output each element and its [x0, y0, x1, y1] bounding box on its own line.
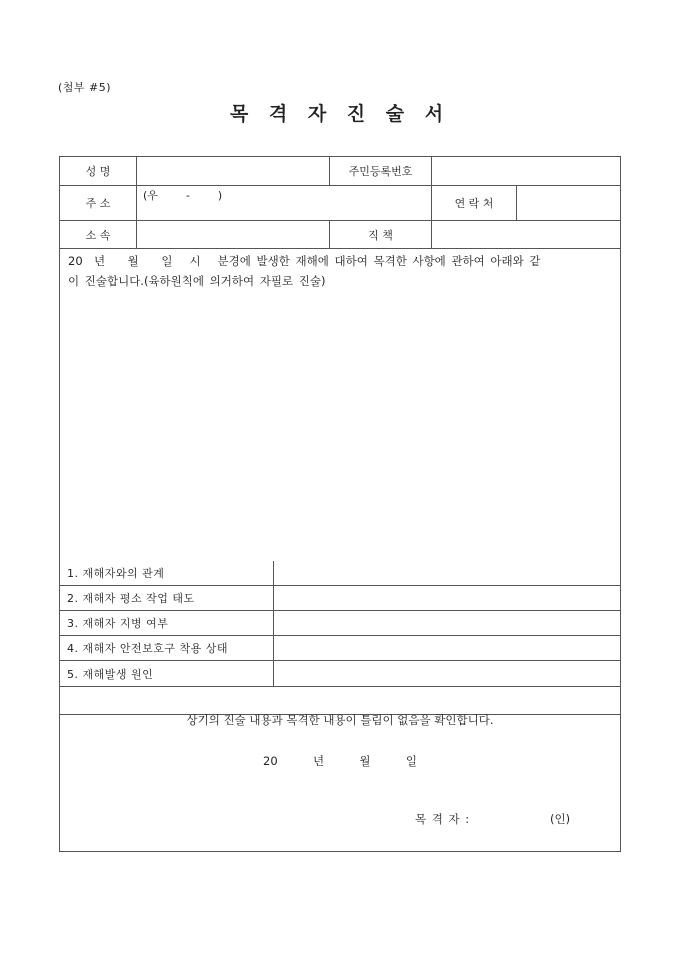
resident-id-label: 주민등록번호 [330, 157, 432, 185]
question-row [60, 636, 620, 661]
question-label: 5. 재해발생 원인 [60, 661, 274, 686]
row-name [60, 157, 620, 186]
witness-label: 목 격 자 : [415, 812, 471, 826]
confirmation-text: 상기의 진술 내용과 목격한 내용이 틀림이 없음을 확인합니다. [186, 713, 494, 727]
address-label: 주 소 [60, 186, 137, 220]
name-field[interactable] [137, 157, 330, 185]
question-row [60, 611, 620, 636]
seal-mark: (인) [550, 812, 571, 826]
question-answer-field[interactable] [274, 561, 620, 585]
question-label: 2. 재해자 평소 작업 태도 [60, 586, 274, 610]
statement-line-2: 이 진술합니다.(육하원칙에 의거하여 자필로 진술) [68, 274, 326, 288]
statement-line-1: 20 년 월 일 시 분경에 발생한 재해에 대하여 목격한 사항에 관하여 아래와 같 [68, 254, 541, 268]
witness-signature-field[interactable] [490, 811, 550, 827]
confirmation-date: 20 년 월 일 [263, 754, 417, 768]
question-row [60, 661, 620, 687]
question-label: 4. 재해자 안전보호구 착용 상태 [60, 636, 274, 660]
contact-label: 연 락 처 [432, 186, 517, 220]
affiliation-field[interactable] [137, 221, 330, 248]
question-answer-field[interactable] [274, 586, 620, 610]
question-answer-field[interactable] [274, 611, 620, 635]
address-field[interactable]: (우 - ) [137, 186, 432, 220]
statement-form [59, 156, 621, 852]
position-field[interactable] [432, 221, 620, 248]
question-label: 3. 재해자 지병 여부 [60, 611, 274, 635]
question-answer-field[interactable] [274, 661, 620, 686]
page-title: 목 격 자 진 술 서 [229, 103, 451, 125]
question-label: 1. 재해자와의 관계 [60, 561, 274, 585]
affiliation-label: 소 속 [60, 221, 137, 248]
question-row [60, 586, 620, 611]
question-row [60, 561, 620, 586]
resident-id-field[interactable] [432, 157, 620, 185]
row-affiliation [60, 221, 620, 249]
row-address [60, 186, 620, 221]
name-label: 성 명 [60, 157, 137, 185]
attachment-label: (첨부 #5) [58, 81, 112, 94]
question-answer-field[interactable] [274, 636, 620, 660]
position-label: 직 책 [330, 221, 432, 248]
contact-field[interactable] [517, 186, 620, 220]
